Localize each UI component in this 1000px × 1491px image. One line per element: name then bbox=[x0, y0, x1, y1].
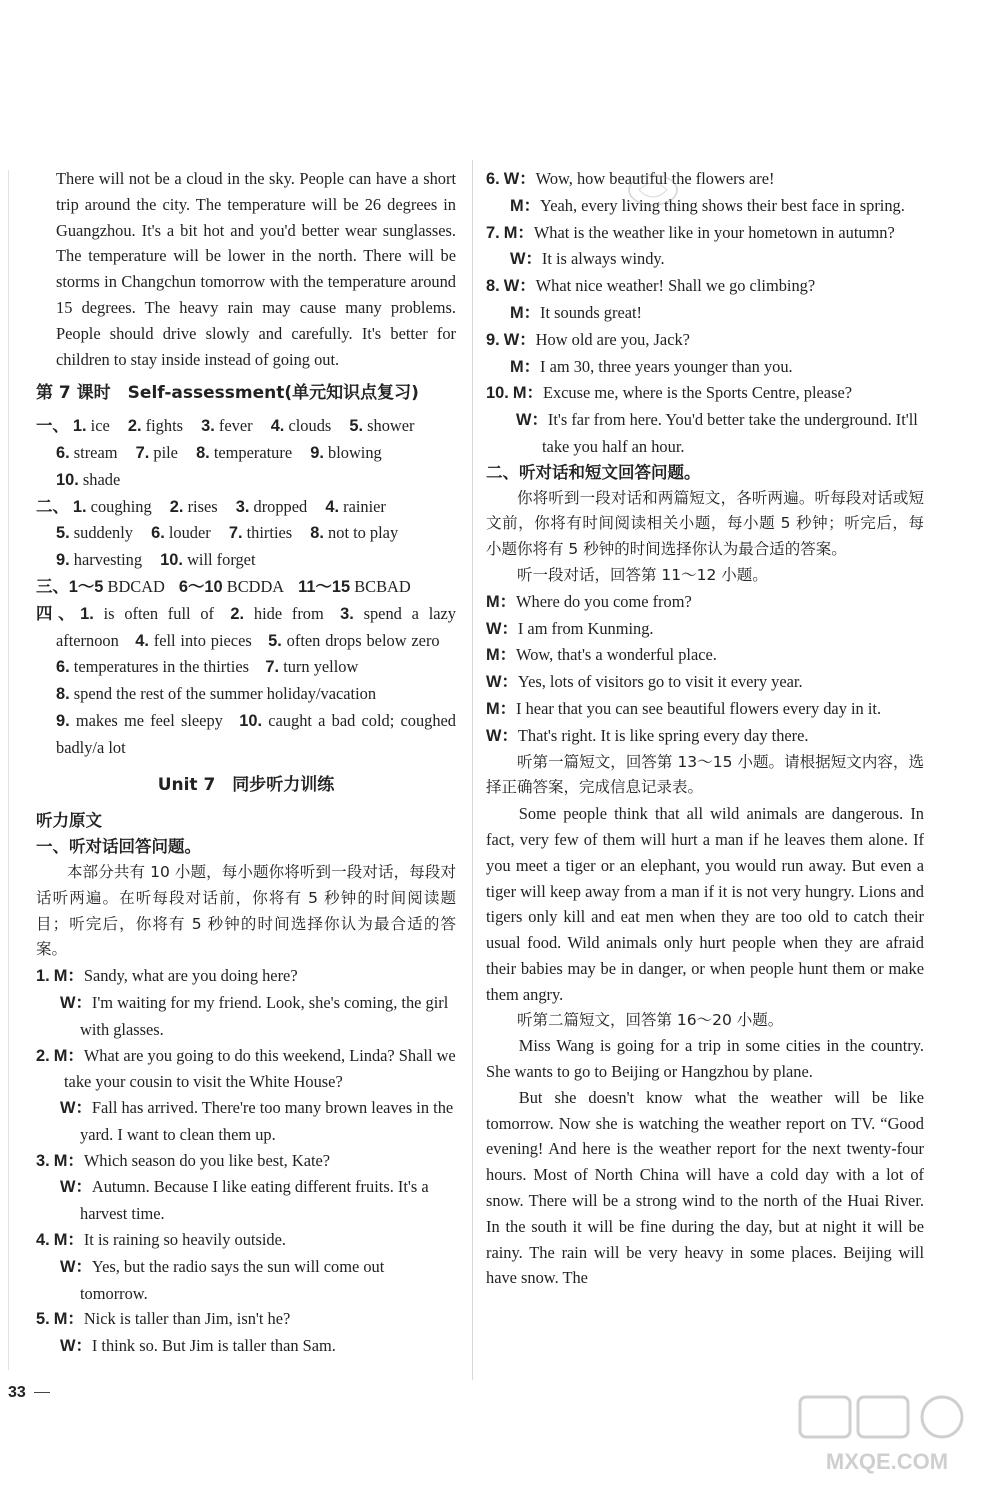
part2-instructions: 你将听到一段对话和两篇短文，各听两遍。听每段对话或短文前，你将有时间阅读相关小题，每小题 5 秒钟；听完后，每小题你将有 5 秒钟的时间选择你认为最合适的答案。 bbox=[486, 488, 924, 559]
passage2-intro: 听第二篇短文，回答第 16～20 小题。 bbox=[517, 1010, 784, 1029]
part1-instructions: 本部分共有 10 小题，每小题你将听到一段对话，每段对话听两遍。在听每段对话前，你将有 5 秒钟的时间阅读题目；听完后，你将有 5 秒钟的时间选择你认为最合适的答案。 bbox=[36, 862, 456, 959]
conversation: M：Where do you come from? W：I am from Kunming. M：Wow, that's a wonderful place. W：Yes, lots of visitors go to visit it every year. M：I hear that you can see beautiful flowers every day in it. W：That's right. It is like spring every day there. bbox=[486, 591, 882, 745]
part1-heading: 一、听对话回答问题。 bbox=[36, 837, 201, 857]
dialogue-item: 10. M：Excuse me, where is the Sports Centre, please? W：It's far from here. You'd better take the underground. It'll take you half an hour. bbox=[486, 383, 918, 456]
listening-heading: 听力原文 bbox=[36, 811, 102, 831]
lesson-title: 第 7 课时 Self-assessment(单元知识点复习) bbox=[36, 383, 419, 404]
passage2-paragraph-2: But she doesn't know what the weather will be like tomorrow. Now she is watching the weather report on TV. “Good evening! And here is the weather report for the next twenty-four hours. Most of North China will have a cold day with a lot of snow. There will be a strong wind to the north of the Huai River. In the south it will be fine during the day, but at night it will be rainy. The rain will be very heavy in some places. Beijing will have snow. The bbox=[486, 1087, 924, 1288]
dialogue-item: 5. M：Nick is taller than Jim, isn't he? W：I think so. But Jim is taller than Sam. bbox=[36, 1309, 336, 1356]
answer-section-4: 四、1. is often full of 2. hide from 3. spend a lazy afternoon 4. fell into pieces 5. often drops below zero 6. temperatures in the thirties 7. turn yellow 8. spend the rest of the summer holiday/vacation 9. makes me feel sleepy 10. caught a bad cold; coughed badly/a lot bbox=[36, 603, 457, 757]
answer-section-3: 三、1～5 BDCAD 6～10 BCDDA 11～15 BCBAD bbox=[36, 576, 411, 596]
left-margin-rule bbox=[8, 170, 9, 1370]
left-column bbox=[36, 166, 456, 1360]
dialogue-item: 9. W：How old are you, Jack? M：I am 30, three years younger than you. bbox=[486, 329, 793, 376]
watermark-logo-icon bbox=[792, 1391, 982, 1481]
answer-section-2: 二、 1. coughing 2. rises 3. dropped 4. rainier 5. suddenly 6. louder 7. thirties 8. not to play 9. harvesting 10. will forget bbox=[36, 496, 399, 570]
dialogue-item: 1. M：Sandy, what are you doing here? W：I'm waiting for my friend. Look, she's coming, the girl with glasses. bbox=[36, 966, 449, 1039]
column-divider bbox=[472, 160, 473, 1380]
dialogue-list-left bbox=[36, 963, 456, 1360]
dialogue-item: 7. M：What is the weather like in your hometown in autumn? W：It is always windy. bbox=[486, 222, 895, 269]
dialogue-item: 4. M：It is raining so heavily outside. W：Yes, but the radio says the sun will come out tomorrow. bbox=[36, 1230, 385, 1303]
passage2-paragraph-1: Miss Wang is going for a trip in some cities in the country. She wants to go to Beijing or Hangzhou by plane. bbox=[486, 1036, 924, 1082]
passage1-intro: 听第一篇短文，回答第 13～15 小题。请根据短文内容，选择正确答案，完成信息记录表。 bbox=[486, 752, 924, 797]
dialogue-item: 6. W：Wow, how beautiful the flowers are! M：Yeah, every living thing shows their best face in spring. bbox=[486, 169, 905, 215]
svg-text:MXQE.COM: MXQE.COM bbox=[825, 1449, 949, 1474]
part2-heading: 二、听对话和短文回答问题。 bbox=[486, 462, 701, 482]
dialogue-intro: 听一段对话，回答第 11～12 小题。 bbox=[517, 565, 768, 584]
stamp-mark-icon bbox=[625, 170, 681, 210]
dialogue-item: 3. M：Which season do you like best, Kate? W：Autumn. Because I like eating different fruits. It's a harvest time. bbox=[36, 1150, 429, 1224]
page-number: 33 bbox=[8, 1384, 50, 1402]
dialogue-list-right bbox=[486, 166, 924, 460]
passage1: Some people think that all wild animals are dangerous. In fact, very few of them will hurt a man if he leaves them alone. If you meet a tiger or an elephant, you would run away. But even a tiger will keep away from a man if it is not very hungry. Lions and tigers only kill and eat men when they are too old to catch their usual food. Wild animals only hurt people when they are afraid their babies may be in danger, or when people hunt them or make them angry. bbox=[486, 804, 924, 1004]
dialogue-item: 8. W：What nice weather! Shall we go climbing? M：It sounds great! bbox=[486, 276, 816, 322]
dialogue-item: 2. M：What are you going to do this weekend, Linda? Shall we take your cousin to visit the White House? W：Fall has arrived. There're too many brown leaves in the yard. I want to clean them up. bbox=[36, 1045, 456, 1144]
right-column bbox=[486, 166, 924, 1291]
weather-passage-continuation: There will not be a cloud in the sky. People can have a short trip around the city. The temperature will be 26 degrees in Guangzhou. It's a bit hot and you'd better wear sunglasses. The temperature will be lower in the north. There will be storms in Changchun tomorrow with the temperature around 15 degrees. The heavy rain may cause many problems. People should drive slowly and carefully. It's better for children to stay inside instead of going out. bbox=[56, 169, 456, 369]
unit-title: Unit 7 同步听力训练 bbox=[157, 774, 335, 795]
answer-section-1: 一、 1. ice 2. fights 3. fever 4. clouds 5. shower 6. stream 7. pile 8. temperature 9. blowing 10. shade bbox=[36, 416, 415, 489]
